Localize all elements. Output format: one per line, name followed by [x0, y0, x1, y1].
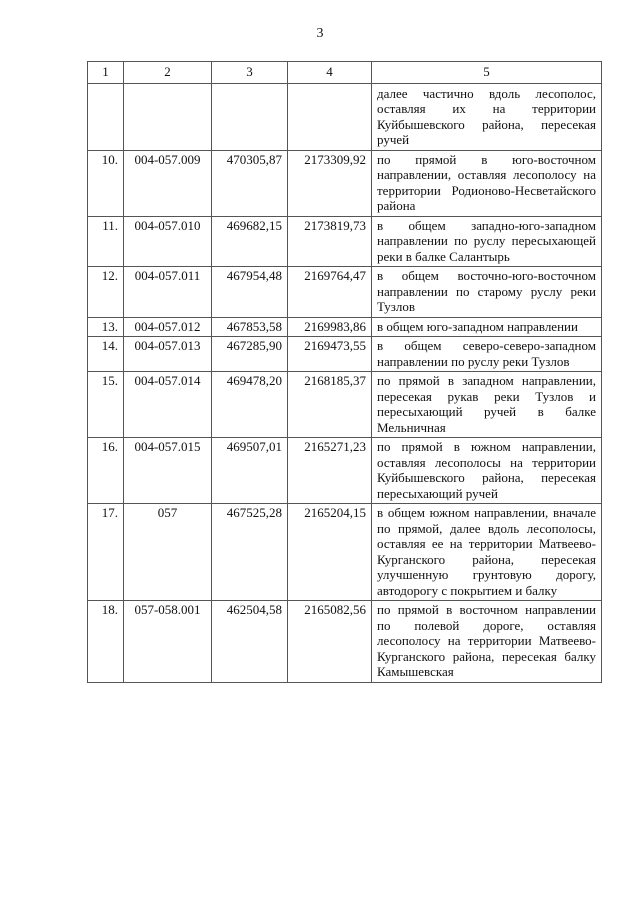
point-code: 004-057.011 [124, 267, 212, 318]
row-number: 17. [88, 504, 124, 601]
table-row [88, 267, 602, 318]
header-col-2: 2 [124, 62, 212, 84]
boundary-description: в общем западно-юго-западном направлении по руслу пересыхающей реки в балке Салантырь [372, 216, 602, 267]
point-code: 004-057.010 [124, 216, 212, 267]
coord-x: 467954,48 [212, 267, 288, 318]
table-row [88, 337, 602, 372]
coord-y: 2165204,15 [288, 504, 372, 601]
coord-y: 2173819,73 [288, 216, 372, 267]
table-row [88, 438, 602, 504]
table-row [88, 317, 602, 337]
boundary-description: в общем южном направлении, вначале по прямой, далее вдоль лесополосы, оставляя ее на территории Матвеево-Курганского района, пересекая улучшенную грунтовую дорогу, автодорогу с покрытием и балку [372, 504, 602, 601]
boundary-description: по прямой в западном направлении, пересекая рукав реки Тузлов и пересыхающий ручей в балке Мельничная [372, 372, 602, 438]
table-row [88, 504, 602, 601]
boundary-description: в общем юго-западном направлении [372, 317, 602, 337]
coord-y [288, 83, 372, 150]
coord-x: 467285,90 [212, 337, 288, 372]
row-number: 13. [88, 317, 124, 337]
coord-y: 2169473,55 [288, 337, 372, 372]
coord-y: 2169764,47 [288, 267, 372, 318]
boundary-description: по прямой в южном направлении, оставляя лесополосы на территории Куйбышевского района, пересекая пересыхающий ручей [372, 438, 602, 504]
point-code: 004-057.014 [124, 372, 212, 438]
point-code: 004-057.012 [124, 317, 212, 337]
table-row [88, 601, 602, 683]
table-row [88, 83, 602, 150]
point-code: 057 [124, 504, 212, 601]
boundary-description: в общем восточно-юго-восточном направлении по старому руслу реки Тузлов [372, 267, 602, 318]
coord-x [212, 83, 288, 150]
point-code [124, 83, 212, 150]
row-number: 15. [88, 372, 124, 438]
coord-x: 469478,20 [212, 372, 288, 438]
boundary-description: по прямой в юго-восточном направлении, оставляя лесополосу на территории Родионово-Несветайского района [372, 150, 602, 216]
row-number: 18. [88, 601, 124, 683]
coord-x: 467853,58 [212, 317, 288, 337]
table-row [88, 150, 602, 216]
point-code: 057-058.001 [124, 601, 212, 683]
coord-x: 462504,58 [212, 601, 288, 683]
point-code: 004-057.013 [124, 337, 212, 372]
boundary-table [87, 61, 602, 683]
header-col-3: 3 [212, 62, 288, 84]
row-number [88, 83, 124, 150]
coord-y: 2168185,37 [288, 372, 372, 438]
coord-y: 2165271,23 [288, 438, 372, 504]
coord-x: 467525,28 [212, 504, 288, 601]
row-number: 12. [88, 267, 124, 318]
header-row [88, 62, 602, 84]
header-col-4: 4 [288, 62, 372, 84]
header-col-1: 1 [88, 62, 124, 84]
page-number: 3 [316, 26, 324, 41]
boundary-description: в общем северо-северо-западном направлении по руслу реки Тузлов [372, 337, 602, 372]
header-col-5: 5 [372, 62, 602, 84]
row-number: 10. [88, 150, 124, 216]
table-row [88, 216, 602, 267]
boundary-description: по прямой в восточном направлении по полевой дороге, оставляя лесополосу на территории Матвеево-Курганского района, пересекая балку Камышевская [372, 601, 602, 683]
coord-y: 2173309,92 [288, 150, 372, 216]
boundary-description: далее частично вдоль лесополос, оставляя их на территории Куйбышевского района, пересекая ручей [372, 83, 602, 150]
coord-x: 469507,01 [212, 438, 288, 504]
coord-x: 470305,87 [212, 150, 288, 216]
point-code: 004-057.015 [124, 438, 212, 504]
coord-y: 2169983,86 [288, 317, 372, 337]
row-number: 11. [88, 216, 124, 267]
coord-y: 2165082,56 [288, 601, 372, 683]
point-code: 004-057.009 [124, 150, 212, 216]
coord-x: 469682,15 [212, 216, 288, 267]
row-number: 14. [88, 337, 124, 372]
row-number: 16. [88, 438, 124, 504]
table-row [88, 372, 602, 438]
